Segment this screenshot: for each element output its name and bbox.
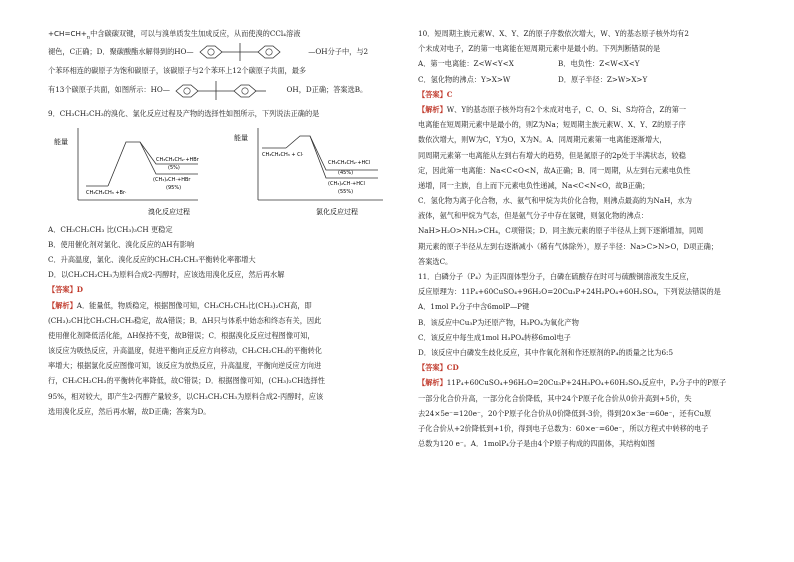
chart1-xlabel: 溴化反应过程 bbox=[148, 207, 190, 216]
chart2-product2: (CH₃)₂CH·+HCl bbox=[328, 180, 365, 187]
answer-value: CD bbox=[446, 363, 459, 373]
chart1-ylabel: 能量 bbox=[54, 137, 68, 146]
option-b: B．使用催化剂对氯化、溴化反应的ΔH有影响 bbox=[48, 239, 195, 249]
explanation-line: 电离能在短周期元素中是最小的，则Z为Na；短周期主族元素W、X、Y、Z的原子序 bbox=[418, 120, 686, 130]
explanation-line: 95%，相对较大，即产生2-丙醇产量较多，以CH₃CH₂CH₃为原料合成2-丙醇时，应该 bbox=[48, 391, 324, 401]
option-a: A．第一电离能：Z<W<Y<X bbox=[418, 59, 514, 69]
chlorination-diagram bbox=[234, 128, 383, 216]
explanation-line: 该反应为吸热反应，升高温度，促进平衡向正反应方向移动，CH₃CH₂CH₃的平衡转化 bbox=[48, 346, 322, 356]
options-row bbox=[418, 72, 763, 87]
option-d: D．以CH₃CH₂CH₃为原料合成2-丙醇时，应该选用溴化反应，然后再水解 bbox=[48, 270, 285, 280]
chart2-product1: CH₃CH₂CH₂·+HCl bbox=[328, 159, 371, 166]
explanation-line: 一部分化合价升高，一部分化合价降低，其中24个P原子化合价从0价升高到+5价，失 bbox=[418, 393, 692, 403]
explanation-line: 定，因此第一电离能：Na<C<O<N，故A正确；B．同一周期，从左到右元素电负性 bbox=[418, 165, 691, 175]
chart2-xlabel: 氯化反应过程 bbox=[316, 207, 358, 216]
polymer-formula: $+CH=CH+_n$ bbox=[48, 29, 91, 41]
explanation-tag: 【解析】 bbox=[418, 378, 447, 388]
option-c: C．升高温度，氯化、溴化反应的CH₃CH₂CH₃平衡转化率都增大 bbox=[48, 254, 256, 264]
explanation-tag: 【解析】 bbox=[48, 300, 77, 310]
explanation-tag: 【解析】 bbox=[418, 104, 447, 114]
answer-value: C bbox=[446, 89, 453, 99]
answer-tag: 【答案】 bbox=[418, 89, 447, 99]
answer-line bbox=[418, 360, 763, 375]
explanation-line: 使用催化剂降低活化能，ΔH保持不变，故B错误；C．根据溴化反应过程图像可知， bbox=[48, 330, 315, 340]
explanation-line: 总数为120 e⁻。A．1molP₄分子是由4个P原子构成的四面体，其结构如图 bbox=[418, 439, 655, 449]
explanation-line: 率增大；根据氯化反应图像可知，该反应为放热反应，升高温度，平衡向逆反应方向进 bbox=[48, 361, 322, 371]
question-9: 9．CH₃CH₂CH₃的溴化、氯化反应过程及产物的选择性如图所示，下列说法正确的是 bbox=[48, 109, 320, 119]
explanation-line: 【解析】11P₄+60CuSO₄+96H₂O=20Cu₃P+24H₃PO₄+60H₂SO₄反应中，P₄分子中的P原子 bbox=[418, 378, 727, 388]
explanation-line: 期元素的原子半径从左到右逐渐减小（稀有气体除外），原子半径：Na>C>N>O，D项正确； bbox=[418, 241, 719, 251]
explanation-line: 行，CH₃CH₂CH₃的平衡转化率降低，故C错误；D．根据图像可知，(CH₃)₂CH选择性 bbox=[48, 376, 325, 386]
chart2-product1-pct: (45%) bbox=[338, 169, 354, 176]
explanation-line: 答案选C。 bbox=[418, 256, 453, 266]
option-b: B．电负性：Z<W<X<Y bbox=[558, 59, 640, 69]
explanation-line: NaH>H₂O>NH₃>CH₄，C项错误；D．同主族元素的原子半径从上到下逐渐增加，同周 bbox=[418, 226, 704, 236]
explanation-line: 去24×5e⁻=120e⁻，20个P原子化合价从0价降低到-3价，得到20×3e⁻=60e⁻，还有Cu原 bbox=[418, 408, 712, 418]
explanation-line: 液体，氨气和甲烷为气态，但是氨气分子中存在氢键，则氢化物的沸点： bbox=[418, 211, 649, 221]
explanation-line: 递增，同一主族，自上而下元素电负性递减，Na<C<N<O，故B正确； bbox=[418, 180, 650, 190]
chart1-product2-pct: (95%) bbox=[166, 184, 182, 191]
chart2-product2-pct: (55%) bbox=[338, 188, 354, 195]
chart1-product1: CH₃CH₂CH₂·+HBr bbox=[156, 156, 199, 163]
explanation-line: 选用溴化反应，然后再水解，故D正确；答案为D。 bbox=[48, 406, 211, 416]
energy-diagrams bbox=[48, 122, 393, 222]
question-10-cont: 个未成对电子，Z的第一电离能在短周期元素中是最小的。下列判断错误的是 bbox=[418, 44, 661, 54]
text-line: 个苯环相连的碳原子为饱和碳原子，该碳原子与2个苯环上12个碳原子共面，最多 bbox=[48, 66, 307, 76]
answer-line bbox=[48, 282, 393, 297]
explanation-line: 【解析】W、Y的基态原子核外均有2个未成对电子，C、O、Si、S均符合，Z的第一 bbox=[418, 104, 687, 114]
option-d: D．原子半径：Z>W>X>Y bbox=[558, 74, 648, 84]
options-row bbox=[418, 56, 763, 71]
answer-line bbox=[418, 87, 763, 102]
option-c: C．该反应中每生成1mol H₃PO₄转移6mol电子 bbox=[418, 332, 571, 342]
explanation-line: (CH₃)₂CH比CH₃CH₂CH₃稳定，故A错误；B．ΔH只与体系中始态和终态有关，因此 bbox=[48, 315, 322, 325]
bisphenol-numbered-structure bbox=[172, 78, 284, 102]
bromination-diagram bbox=[54, 128, 200, 216]
explanation-line: 【解析】A．能量低，物质稳定，根据图像可知，CH₃CH₂CH₃比(CH₃)₂CH高，即 bbox=[48, 300, 312, 310]
answer-value: D bbox=[76, 285, 83, 295]
energy-diagrams-svg bbox=[48, 122, 393, 222]
option-b: B．该反应中Cu₃P为还原产物，H₃PO₄为氧化产物 bbox=[418, 317, 579, 327]
answer-tag: 【答案】 bbox=[48, 285, 77, 295]
chart1-product2: (CH₃)₂CH·+HBr bbox=[153, 176, 191, 183]
question-11: 11．白磷分子（P₄）为正四面体型分子，白磷在硫酸存在时可与硫酸铜溶液发生反应， bbox=[418, 272, 694, 281]
option-c: C．氢化物的沸点：Y>X>W bbox=[418, 74, 511, 84]
left-column bbox=[48, 26, 393, 419]
text-line: $+CH=CH+_n$中含碳碳双键，可以与溴单质发生加成反应，从而使溴的CCl₄溶液 bbox=[48, 29, 301, 41]
chart2-ylabel: 能量 bbox=[234, 133, 248, 142]
explanation-line: 数依次增大，则W为C，Y为O，X为N。A．同周期元素第一电离能逐渐增大， bbox=[418, 135, 667, 145]
explanation-line: 同周期元素第一电离能从左到右有增大的趋势，但是氮原子的2p处于半满状态，较稳 bbox=[418, 150, 686, 160]
right-column bbox=[418, 26, 763, 451]
question-10: 10．短周期主族元素W、X、Y、Z的原子序数依次增大，W、Y的基态原子核外均有2 bbox=[418, 29, 689, 38]
option-a: A．1mol P₄分子中含6molP—P键 bbox=[418, 302, 530, 312]
option-d: D．该反应中白磷发生歧化反应，其中作氧化剂和作还原剂的P₄的质量之比为6:5 bbox=[418, 347, 674, 357]
text-line: 有13个碳原子共面，如图所示：HO— OH，D正确；答案选B。 bbox=[48, 78, 393, 102]
option-a: A．CH₃CH₂CH₃ 比(CH₃)₃CH 更稳定 bbox=[48, 224, 173, 234]
text-line: 褪色，C正确；D．聚碳酸酯水解得到的HO— —OH分子中，与2 bbox=[48, 41, 393, 63]
chart1-start: CH₃CH₂CH₃ +Br· bbox=[86, 189, 127, 196]
question-11-cont: 反应原理为：11P₄+60CuSO₄+96H₂O=20Cu₃P+24H₃PO₄+60H₂SO₄，下列说法错误的是 bbox=[418, 287, 721, 297]
bisphenol-structure bbox=[196, 41, 306, 63]
answer-tag: 【答案】 bbox=[418, 363, 447, 373]
chart2-start: CH₃CH₂CH₃ + Cl· bbox=[262, 151, 304, 158]
explanation-line: C．氢化物为离子化合物，水、氨气和甲烷为共价化合物，则沸点最高的为NaH，水为 bbox=[418, 196, 692, 206]
chart1-product1-pct: (5%) bbox=[168, 164, 180, 171]
explanation-line: 子化合价从+2价降低到+1价，得到电子总数为：60×e⁻=60e⁻，所以方程式中转移的电子 bbox=[418, 423, 709, 433]
